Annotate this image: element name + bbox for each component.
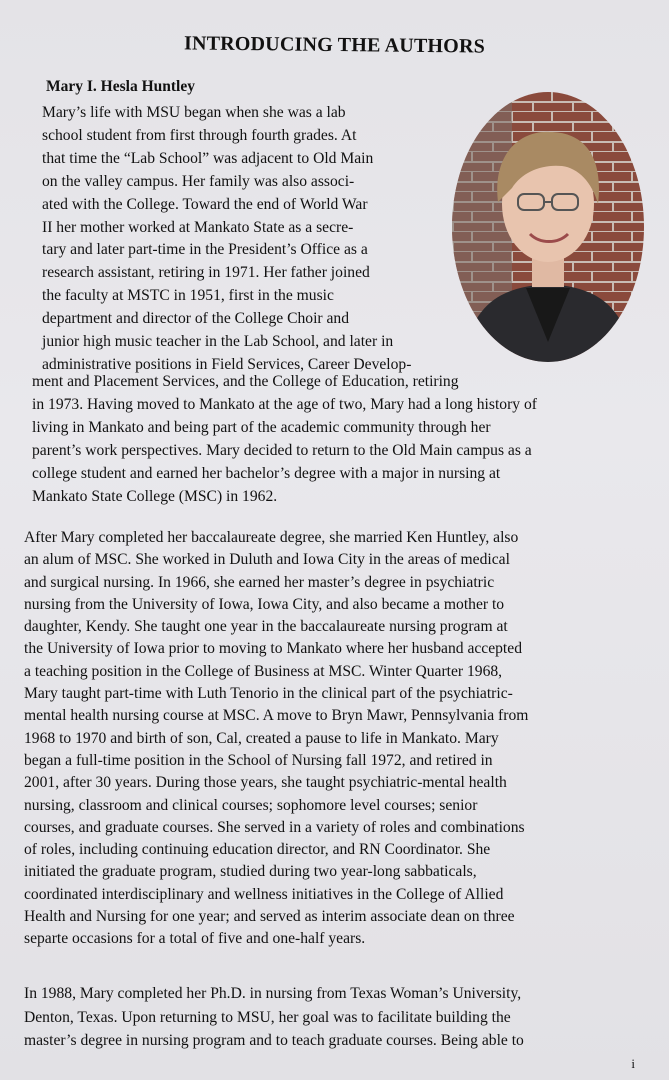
text-line: courses, and graduate courses. She served in a variety of roles and combinations [24, 818, 525, 836]
text-line: daughter, Kendy. She taught one year in the baccalaureate nursing program at [24, 618, 508, 636]
text-line: mental health nursing course at MSC. A move to Bryn Mawr, Pennsylvania from [24, 707, 529, 725]
paragraph-1-wrapped [42, 102, 411, 377]
text-line: college student and earned her bachelor’s degree with a major in nursing at [32, 464, 501, 482]
text-line: coordinated interdisciplinary and wellness initiatives in the College of Allied [24, 885, 504, 903]
text-line: 2001, after 30 years. During those years, she taught psychiatric-mental health [24, 774, 507, 792]
text-line: that time the “Lab School” was adjacent to Old Main [42, 149, 374, 167]
text-line: parent’s work perspectives. Mary decided to return to the Old Main campus as a [32, 441, 532, 459]
text-line: in 1973. Having moved to Mankato at the age of two, Mary had a long history of [32, 395, 537, 413]
text-line: of roles, including continuing education director, and RN Coordinator. She [24, 841, 491, 859]
author-portrait-photo [452, 92, 644, 362]
text-line: living in Mankato and being part of the academic community through her [32, 418, 491, 436]
text-line: nursing, classroom and clinical courses; sophomore level courses; senior [24, 796, 478, 814]
page-number: i [631, 1056, 635, 1071]
text-line: Mary taught part-time with Luth Tenorio in the clinical part of the psychiatric- [24, 685, 513, 703]
text-line: ment and Placement Services, and the College of Education, retiring [32, 373, 459, 390]
text-line: the University of Iowa prior to moving to Mankato where her husband accepted [24, 640, 522, 658]
text-line: an alum of MSC. She worked in Duluth and Iowa City in the areas of medical [24, 551, 510, 569]
text-line: In 1988, Mary completed her Ph.D. in nursing from Texas Woman’s University, [24, 985, 522, 1002]
paragraph-2 [24, 527, 528, 951]
text-line: research assistant, retiring in 1971. Her father joined [42, 264, 370, 282]
text-line: 1968 to 1970 and birth of son, Cal, created a pause to life in Mankato. Mary [24, 729, 499, 747]
paragraph-3 [24, 982, 524, 1053]
text-line: master’s degree in nursing program and to teach graduate courses. Being able to [24, 1032, 524, 1049]
text-line: school student from first through fourth grades. At [42, 126, 357, 144]
text-line: began a full-time position in the School of Nursing fall 1972, and retired in [24, 751, 493, 769]
text-line: a teaching position in the College of Business at MSC. Winter Quarter 1968, [24, 662, 503, 680]
text-line: on the valley campus. Her family was also associ- [42, 172, 355, 190]
text-line: initiated the graduate program, studied during two year-long sabbaticals, [24, 863, 477, 881]
text-line: After Mary completed her baccalaureate degree, she married Ken Huntley, also [24, 529, 519, 546]
text-line: administrative positions in Field Services, Career Develop- [42, 355, 412, 373]
text-line: the faculty at MSTC in 1951, first in the music [42, 287, 334, 305]
text-line: department and director of the College Choir and [42, 310, 350, 328]
author-name: Mary I. Hesla Huntley [46, 78, 195, 95]
text-line: Mankato State College (MSC) in 1962. [32, 487, 278, 505]
text-line: junior high music teacher in the Lab School, and later in [42, 333, 394, 351]
text-line: Health and Nursing for one year; and served as interim associate dean on three [24, 908, 515, 926]
paragraph-1-continued [32, 371, 537, 508]
text-line: separte occasions for a total of five and one-half years. [24, 930, 366, 948]
text-line: Denton, Texas. Upon returning to MSU, her goal was to facilitate building the [24, 1008, 511, 1026]
page-title: INTRODUCING THE AUTHORS [183, 32, 486, 58]
text-line: ated with the College. Toward the end of World War [42, 195, 368, 213]
text-line: and surgical nursing. In 1966, she earned her master’s degree in psychiatric [24, 573, 495, 591]
text-line: Mary’s life with MSU began when she was a lab [42, 104, 346, 121]
text-line: nursing from the University of Iowa, Iowa City, and also became a mother to [24, 595, 505, 613]
text-line: tary and later part-time in the President’s Office as a [42, 241, 368, 259]
text-line: II her mother worked at Mankato State as a secre- [42, 218, 354, 236]
